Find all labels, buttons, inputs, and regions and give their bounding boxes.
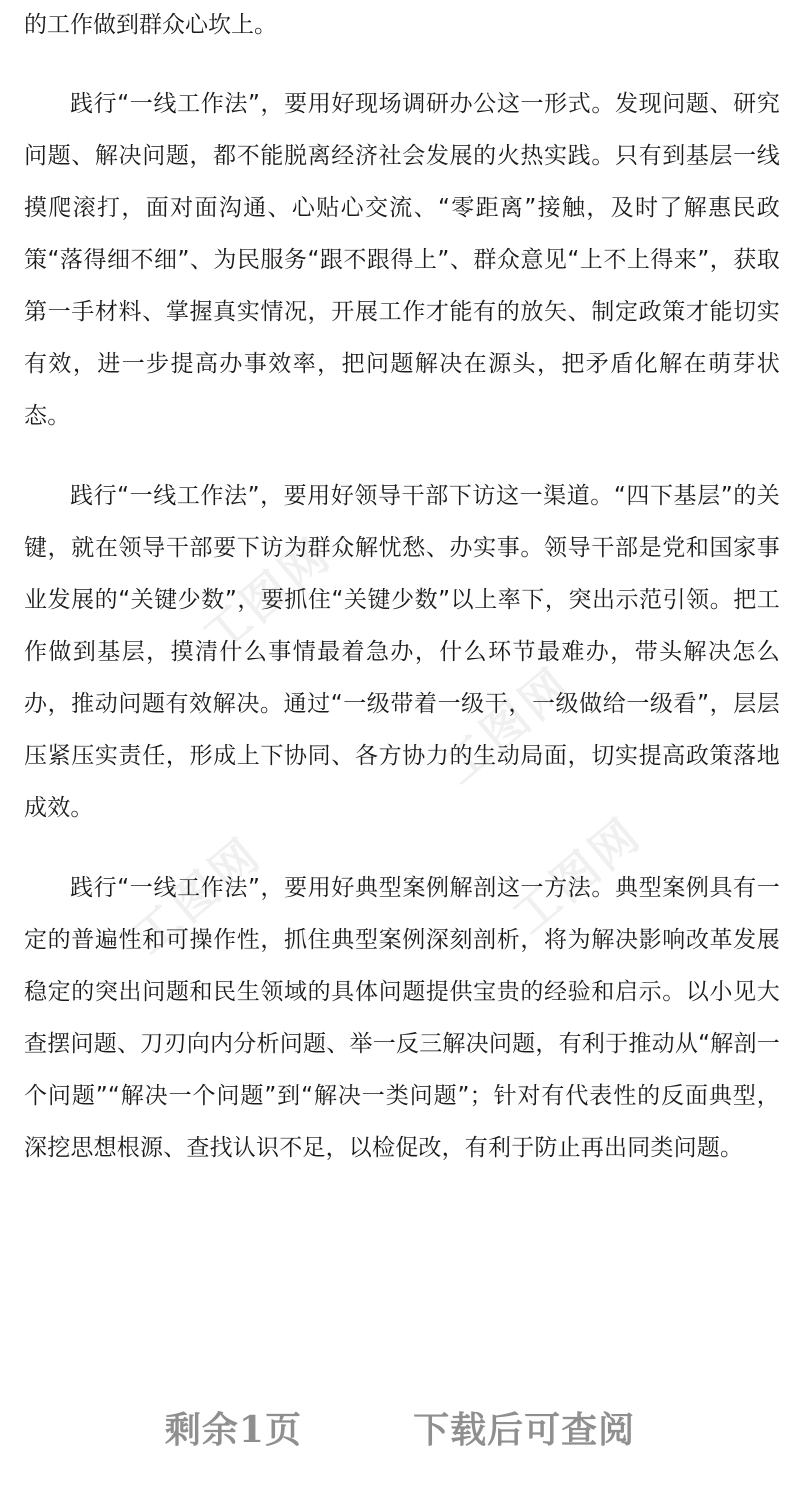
paragraph-field-research: 践行“一线工作法”，要用好现场调研办公这一形式。发现问题、研究问题、解决问题，都不能脱离经济社会发展的火热实践。只有到基层一线摸爬滚打，面对面沟通、心贴心交流、“零距离”接触，及时了解惠民政策“落得细不细”、为民服务“跟不跟得上”、群众意见“上不上得来”，获取第一手材料、掌握真实情况，开展工作才能有的放矢、制定政策才能切实有效，进一步提高办事效率，把问题解决在源头，把矛盾化解在萌芽状态。 [24, 91, 780, 429]
download-hint-label: 下载后可查阅 [413, 1409, 636, 1451]
watermark: 工图网 [122, 826, 272, 965]
paragraph-case-analysis: 践行“一线工作法”，要用好典型案例解剖这一方法。典型案例具有一定的普遍性和可操作性，抓住典型案例深刻剖析，将为解决影响改革发展稳定的突出问题和民生领域的具体问题提供宝贵的经验和启示。以小见大查摆问题、刀刃向内分析问题、举一反三解决问题，有利于推动从“解剖一个问题”“解决一个问题”到“解决一类问题”；针对有代表性的反面典型，深挖思想根源、查找认识不足，以检促改，有利于防止再出同类问题。 [24, 875, 780, 1161]
document-body [24, 0, 780, 1174]
continued-paragraph: 的工作做到群众心坎上。 [24, 12, 277, 38]
paragraph-leader-visits: 践行“一线工作法”，要用好领导干部下访这一渠道。“四下基层”的关键，就在领导干部要下访为群众解忧愁、办实事。领导干部是党和国家事业发展的“关键少数”，要抓住“关键少数”以上率下，突出示范引领。把工作做到基层，摸清什么事情最着急办，什么环节最难办，带头解决怎么办，推动问题有效解决。通过“一级带着一级干，一级做给一级看”，层层压紧压实责任，形成上下协同、各方协力的生动局面，切实提高政策落地成效。 [24, 483, 780, 821]
remaining-pages-label: 剩余1页 [164, 1409, 302, 1451]
download-prompt[interactable] [0, 1402, 800, 1453]
watermark: 工图网 [502, 806, 652, 945]
watermark: 工图网 [432, 656, 582, 795]
watermark: 工图网 [192, 526, 342, 665]
